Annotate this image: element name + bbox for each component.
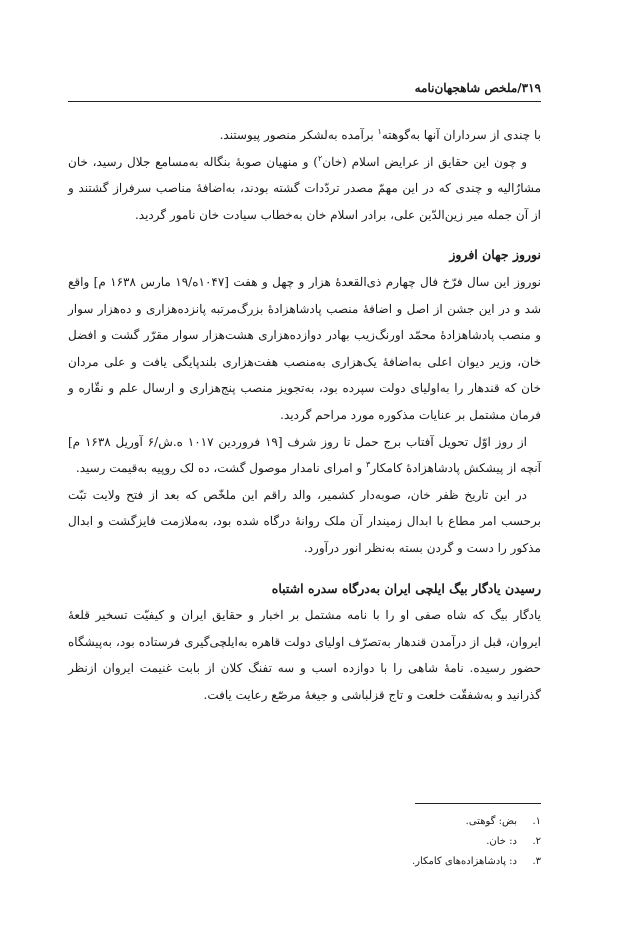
paragraph-4 [68, 429, 541, 482]
footnotes [68, 812, 541, 872]
footnote-item [68, 812, 541, 832]
footnote-text: بض: گوهتی. [465, 816, 517, 827]
footnote-number: ۲. [532, 836, 541, 847]
footnote-rule [415, 803, 541, 804]
footnote-item [68, 852, 541, 872]
footnote-ref-1: ۱ [377, 127, 382, 136]
book-page [68, 0, 541, 946]
footnote-ref-2: ۲ [317, 153, 323, 163]
section-heading-envoy: رسیدن یادگار بیگ ایلچی ایران به‌درگاه سدره اشتباه [271, 580, 541, 596]
footnote-item [68, 832, 541, 852]
footnote-ref-3: ۳ [366, 460, 371, 470]
paragraph-2-text-a: و چون این حقایق از عرایض اسلام (خان [322, 154, 527, 169]
paragraph-2 [68, 149, 541, 229]
paragraph-2-text-b: ) و منهیان صوبهٔ بنگاله به‌مسامع جلال رسید، خان مشارٌالیه و چندی که در این مهمّ مصدر تردّدات گشته بودند، به‌اضافهٔ مناصب سرفراز گشتند و از آن جمله میر زین‌الدّین علی، برادر اسلام خان به‌خطاب سیادت خان نامور گردید. [68, 154, 541, 222]
footnote-number: ۳. [532, 856, 541, 867]
footnote-text: د: پادشاهزاده‌های کامکار. [411, 856, 517, 867]
running-head: ۳۱۹/ملخص شاهجهان‌نامه [414, 81, 541, 95]
body-text [68, 122, 541, 708]
paragraph-4-text-b: و امرای نامدار موصول گشت، ده لک روپیه به‌قیمت رسید. [75, 461, 367, 476]
paragraph-6: یادگار بیگ که شاه صفی او را با نامه مشتمل بر اخبار و حقایق ایران و کیفیّت تسخیر قلعهٔ ایروان، قبل از درآمدن قندهار به‌تصرّف اولیای دولت قاهره به‌ایلچی‌گیری فرستاده بود، به‌پیشگاه حضور رسیده. نامهٔ شاهی را با دوازده اسب و سه تفنگ کلان از بابت غنیمت ایروان ازنظر گذرانید و به‌شفقّت خلعت و تاج قزلباشی و جیغهٔ مرصّع رعایت یافت. [68, 608, 541, 702]
paragraph-1-text-a: با چندی از سرداران آنها به‌گوهته [381, 128, 541, 142]
paragraph-5: در این تاریخ ظفر خان، صوبه‌دار کشمیر، والد راقم این ملخّص که بعد از فتح ولایت تبّت برحسب امر مطاع با ابدال زمیندار آن ملک روانهٔ درگاه شده بود، به‌ملازمت فایزگشت و ابدال مذکور را دست و گردن بسته به‌نظر انور درآورد. [68, 487, 541, 555]
header-rule [68, 101, 541, 102]
paragraph-4-text-a: از روز اوّل تحویل آفتاب برج حمل تا روز شرف [۱۹ فروردین ۱۰۱۷ ه.ش/۶ آوریل ۱۶۳۸ م] آنچه از پیشکش پادشاهزادهٔ کامکار [68, 434, 541, 476]
footnote-text: د: خان. [486, 836, 517, 847]
section-heading-nowruz: نوروز جهان افروز [449, 247, 541, 263]
paragraph-3: نوروز این سال فرّخ فال چهارم ذی‌القعدهٔ هزار و چهل و هفت [۱۰۴۷ه/۱۹ مارس ۱۶۳۸ م] واقع شد و در این جشن از اصل و اضافهٔ منصب پادشاهزادهٔ بزرگ‌مرتبه پانزده‌هزاری و ده‌هزار سوار و منصب پادشاهزادهٔ محمّد اورنگ‌زیب بهادر دوازده‌هزاری هشت‌هزار سوار مقرّر گشت و افضل خان، وزیر دیوان اعلی به‌اضافهٔ یک‌هزاری به‌منصب هفت‌هزاری بلندپایگی یافت و علی مردان خان که قندهار را به‌اولیای دولت سپرده بود، به‌تجویز منصب پنج‌هزاری و ارسال علم و نقّاره و فرمان مشتمل بر عنایات مذکوره مورد مراحم گردید. [68, 274, 541, 422]
paragraph-1-text-b: برآمده به‌لشکر منصور پیوستند. [219, 128, 378, 142]
paragraph-1 [68, 122, 541, 149]
footnote-number: ۱. [532, 816, 541, 827]
